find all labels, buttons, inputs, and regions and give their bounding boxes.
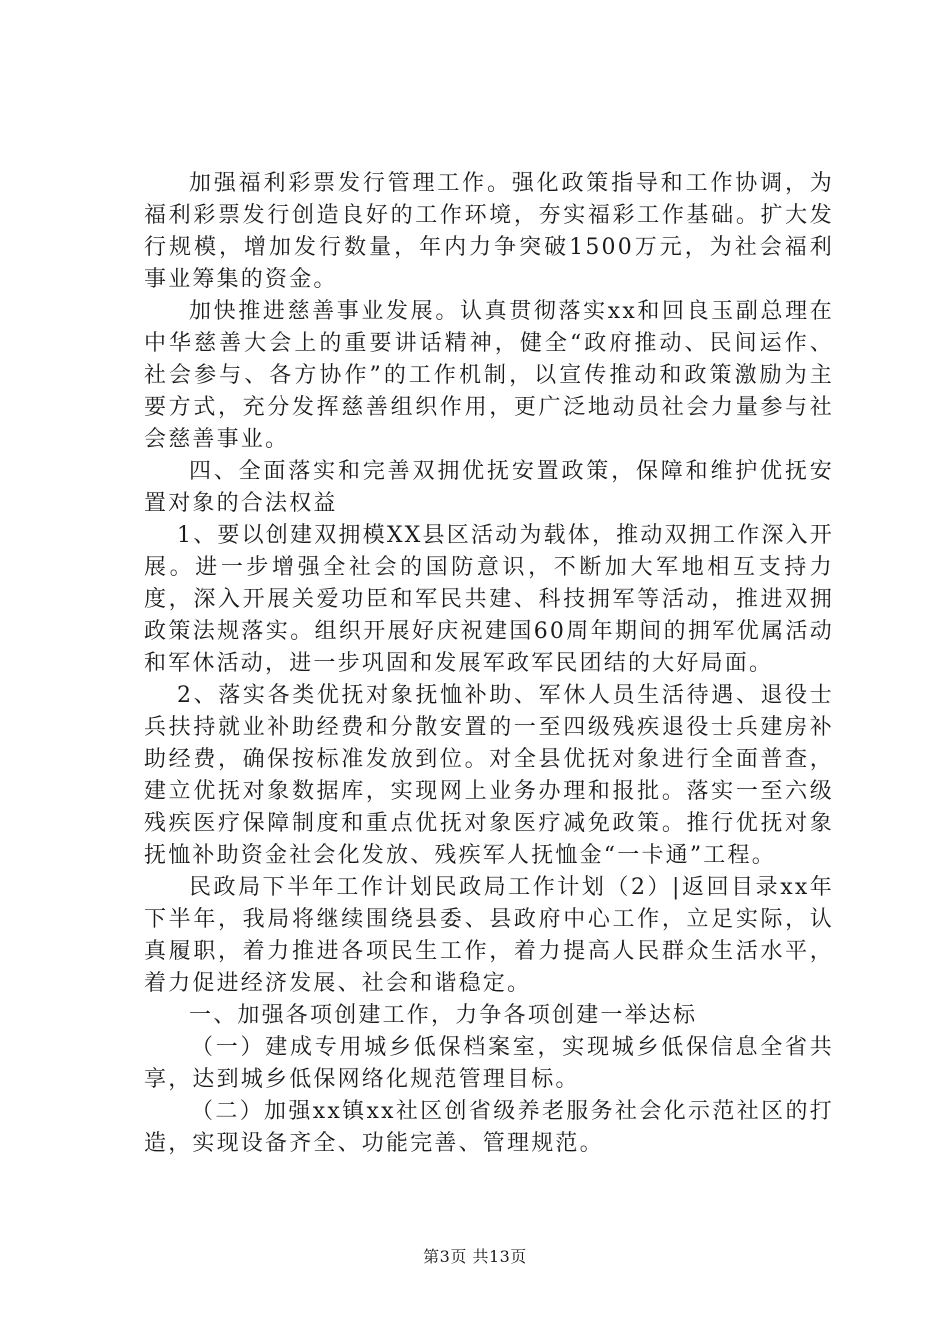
paragraph-item-2: 2、落实各类优抚对象抚恤补助、军休人员生活待遇、退役士兵扶持就业补助经费和分散安置的一至四级残疾退役士兵建房补助经费，确保按标准发放到位。对全县优抚对象进行全面普查，建立优抚对象数据库，实现网上业务办理和报批。落实一至六级残疾医疗保障制度和重点优抚对象医疗减免政策。推行优抚对象抚恤补助资金社会化发放、残疾军人抚恤金“一卡通”工程。 bbox=[144, 683, 834, 868]
paragraph-sub-two: （二）加强xx镇xx社区创省级养老服务社会化示范社区的打造，实现设备齐全、功能完善、管理规范。 bbox=[144, 1099, 834, 1156]
page-number-footer: 第3页 共13页 bbox=[423, 1247, 527, 1266]
section-heading-one: 一、加强各项创建工作，力争各项创建一举达标 bbox=[189, 1003, 698, 1028]
paragraph-sub-one: （一）建成专用城乡低保档案室，实现城乡低保信息全省共享，达到城乡低保网络化规范管理目标。 bbox=[144, 1035, 834, 1092]
paragraph-item-1: 1、要以创建双拥模XX县区活动为载体，推动双拥工作深入开展。进一步增强全社会的国防意识，不断加大军地相互支持力度，深入开展关爱功臣和军民共建、科技拥军等活动，推进双拥政策法规落实。组织开展好庆祝建国60周年期间的拥军优属活动和军休活动，进一步巩固和发展军政军民团结的大好局面。 bbox=[144, 523, 834, 676]
document-body bbox=[144, 168, 834, 1160]
section-heading-four: 四、全面落实和完善双拥优抚安置政策，保障和维护优抚安置对象的合法权益 bbox=[144, 459, 834, 516]
paragraph-charity: 加快推进慈善事业发展。认真贯彻落实xx和回良玉副总理在中华慈善大会上的重要讲话精神，健全“政府推动、民间运作、社会参与、各方协作”的工作机制，以宣传推动和政策激励为主要方式，充分发挥慈善组织作用，更广泛地动员社会力量参与社会慈善事业。 bbox=[144, 299, 834, 452]
paragraph-half-year-plan: 民政局下半年工作计划民政局工作计划（2）|返回目录xx年下半年，我局将继续围绕县委、县政府中心工作，立足实际，认真履职，着力推进各项民生工作，着力提高人民群众生活水平，着力促进经济发展、社会和谐稳定。 bbox=[144, 875, 834, 996]
paragraph-welfare-lottery: 加强福利彩票发行管理工作。强化政策指导和工作协调，为福利彩票发行创造良好的工作环境，夯实福彩工作基础。扩大发行规模，增加发行数量，年内力争突破1500万元，为社会福利事业筹集的资金。 bbox=[144, 171, 834, 292]
